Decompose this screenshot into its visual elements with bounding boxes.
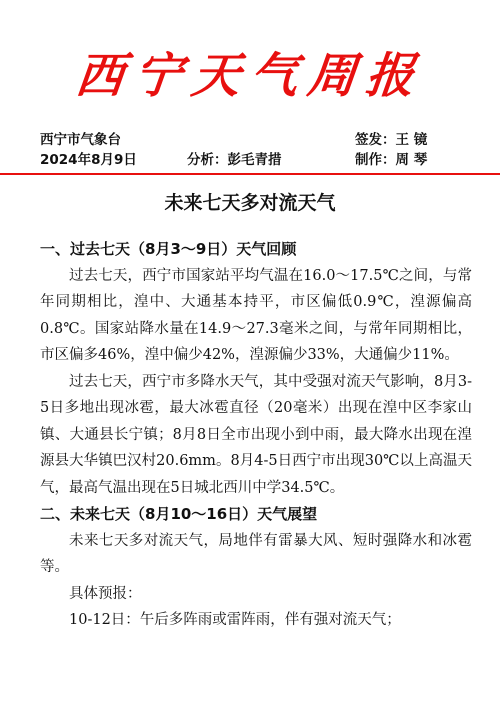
section-title: 二、未来七天（8月10〜16日）天气展望 [40,505,318,523]
paragraph: 未来七天多对流天气，局地伴有雷暴大风、短时强降水和冰雹等。 [40,532,472,575]
masthead-title: 西宁天气周报 [73,48,427,104]
header-row-1 [40,130,470,150]
header-org: 西宁市气象台 [40,132,121,148]
header-analyst: 分析：彭毛青措 [187,152,282,168]
paragraph: 过去七天，西宁市国家站平均气温在16.0〜17.5℃之间，与常年同期相比，湟中、大通基本持平，市区偏低0.9℃，湟源偏高0.8℃。国家站降水量在14.9〜27.3毫米之间，与常年同期相比，市区偏多46%，湟中偏少42%，湟源偏少33%，大通偏少11%。 [40,267,472,363]
report-body [40,236,472,634]
header-maker: 制作：周 琴 [355,152,428,168]
header-signer: 签发：王 镜 [355,132,428,148]
header-row-2 [40,150,470,170]
paragraph: 过去七天，西宁市多降水天气，其中受强对流天气影响，8月3-5日多地出现冰雹，最大冰雹直径（20毫米）出现在湟中区李家山镇、大通县长宁镇；8月8日全市出现小到中雨，最大降水出现在湟源县大华镇巴汉村20.6mm。8月4-5日西宁市出现30℃以上高温天气，最高气温出现在5日城北西川中学34.5℃。 [40,373,472,496]
header-divider [0,173,500,175]
section-title: 一、过去七天（8月3〜9日）天气回顾 [40,240,297,258]
paragraph: 具体预报： [69,585,142,602]
header-date: 2024年8月9日 [40,152,137,168]
paragraph: 10-12日：午后多阵雨或雷阵雨，伴有强对流天气； [69,612,401,628]
headline: 未来七天多对流天气 [164,192,336,214]
